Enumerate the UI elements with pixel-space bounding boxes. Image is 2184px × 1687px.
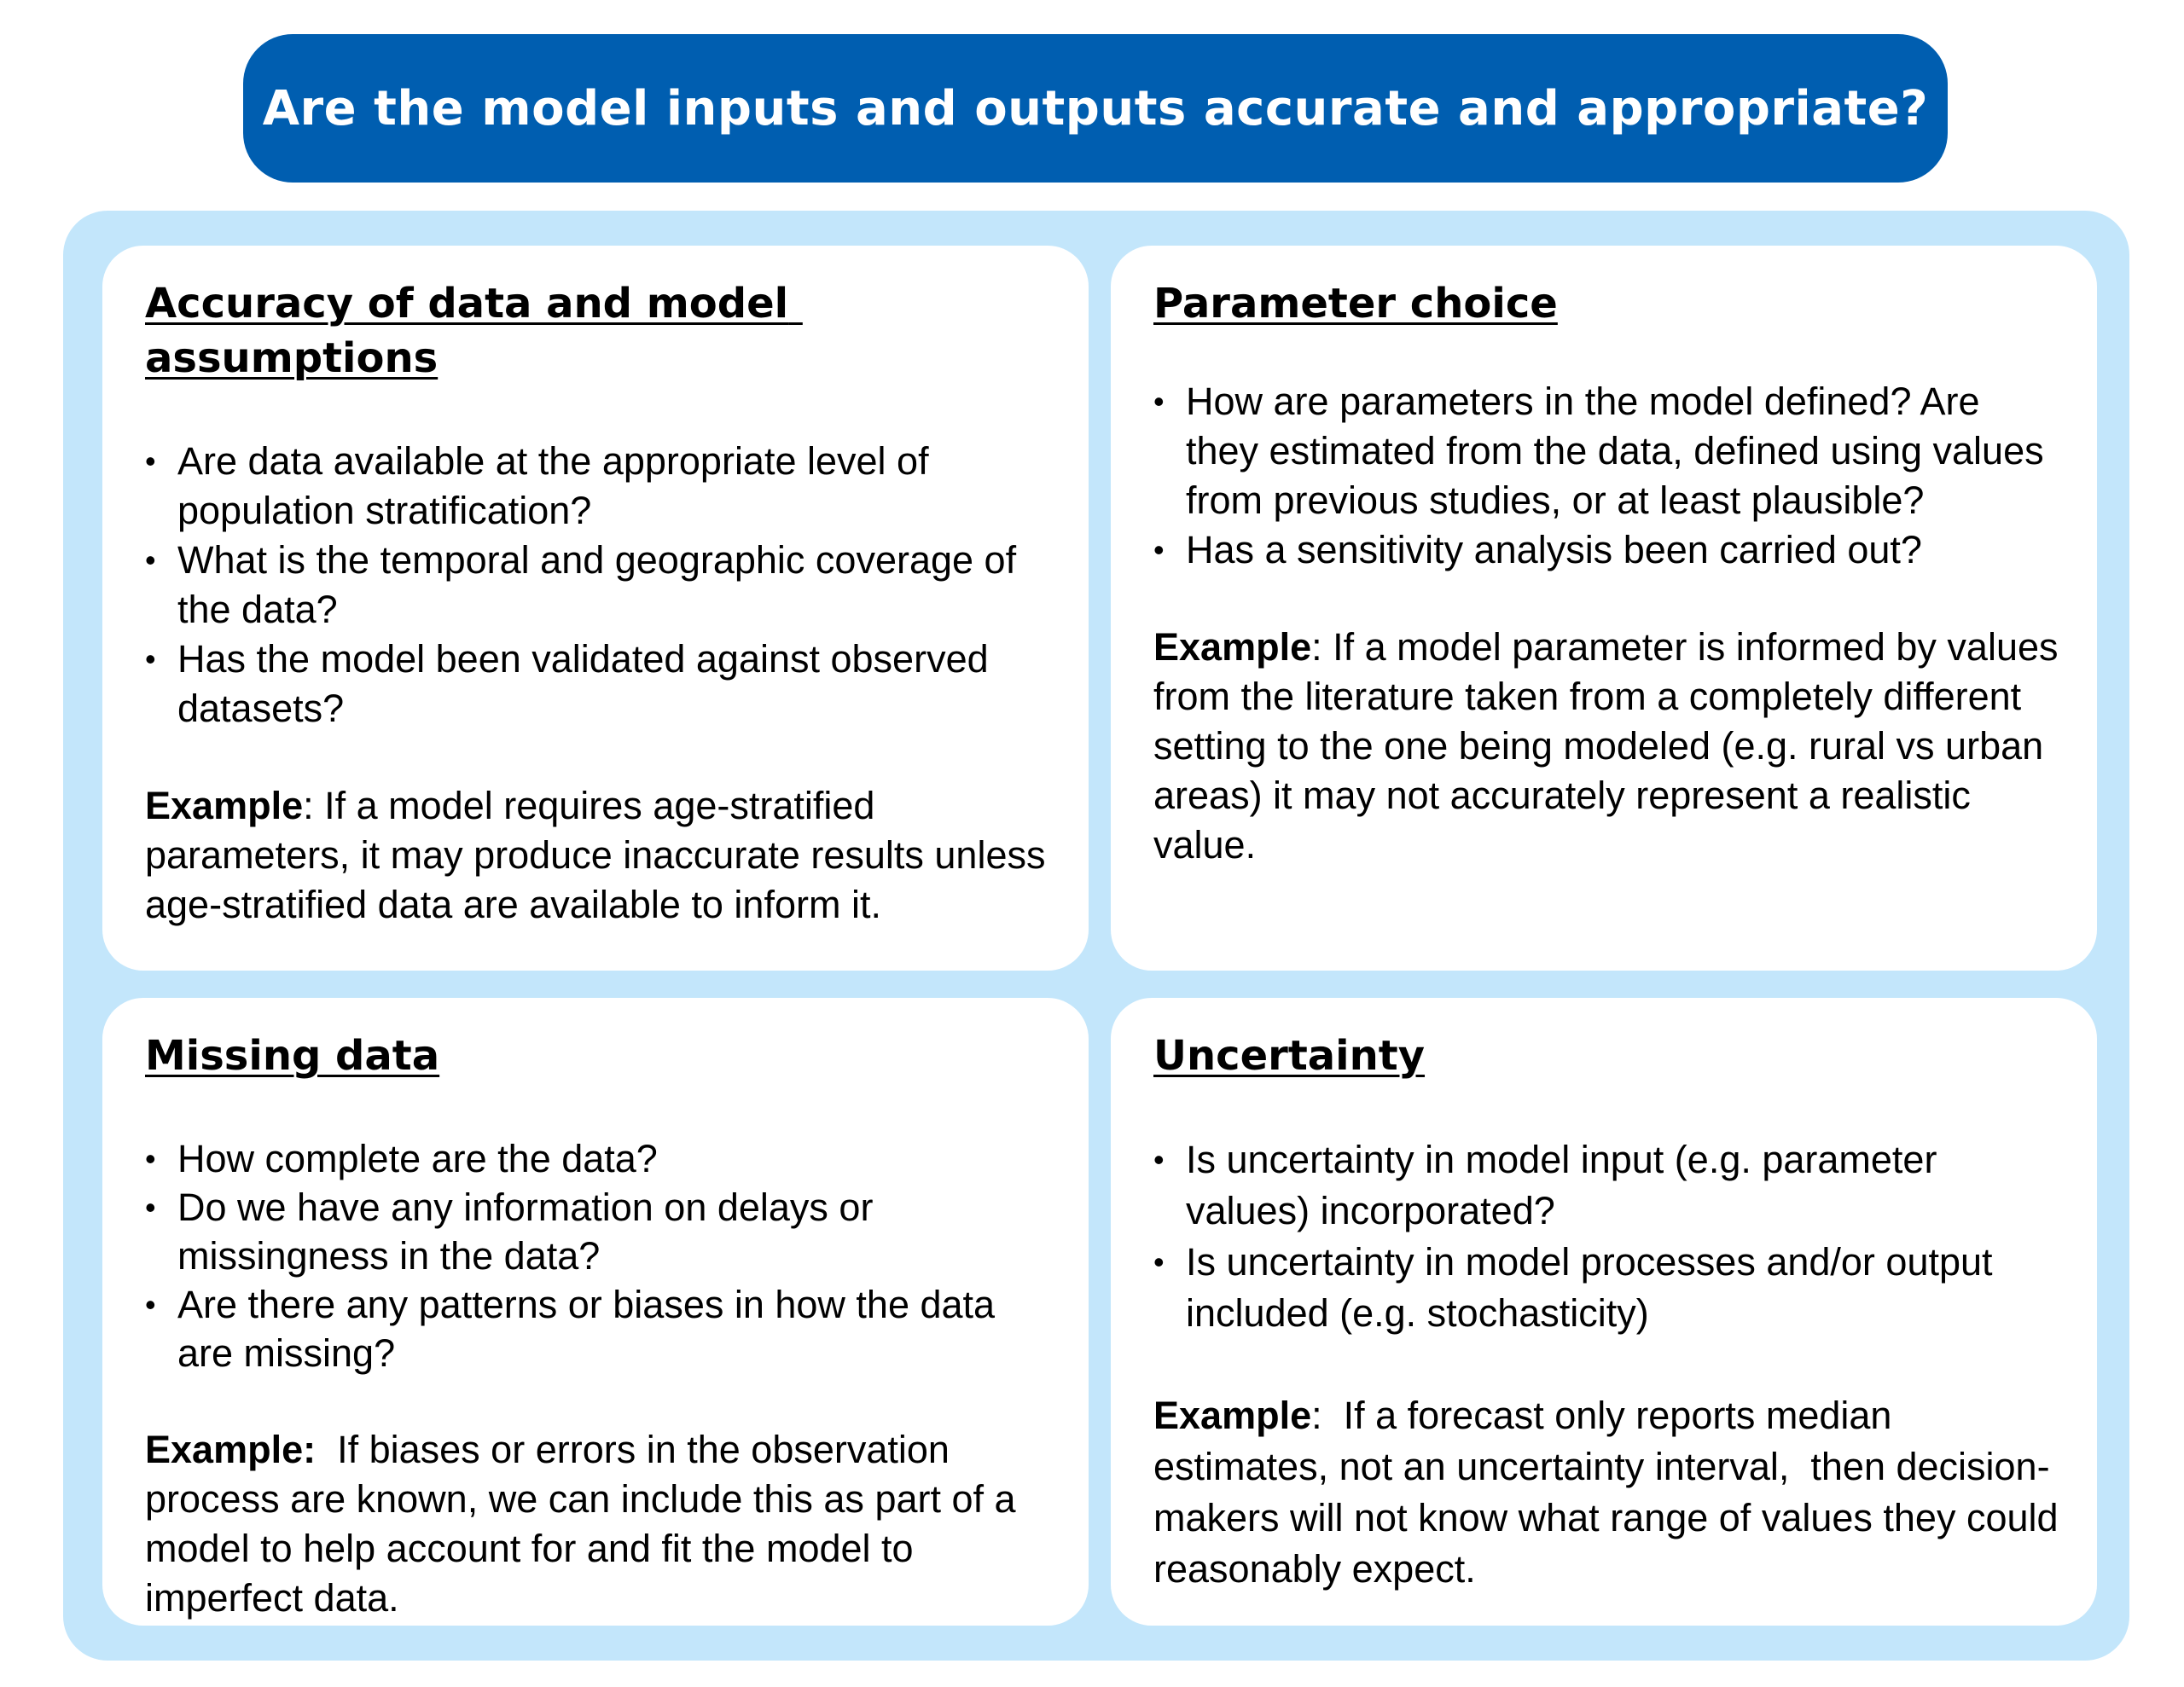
list-item: • How are parameters in the model defined? Are they estimated from the data, defined using values from previous studies, or at least plausible? xyxy=(1153,377,2063,525)
example-text: If biases or errors in the observation process are known, we can include this as part of a model to help account for and fit the model to imperfect data. xyxy=(145,1428,1027,1620)
list-item: • How complete are the data? xyxy=(145,1134,1054,1183)
page-title: Are the model inputs and outputs accurate and appropriate? xyxy=(262,80,1929,136)
example-paragraph xyxy=(1153,623,2063,870)
example-paragraph xyxy=(145,781,1054,930)
list-item: • Are data available at the appropriate level of population stratification? xyxy=(145,437,1054,536)
example-text: : If a model requires age-stratified parameters, it may produce inaccurate results unless age-stratified data are available to inform it. xyxy=(145,784,1046,926)
card-heading: Accuracy of data and model assumptions xyxy=(145,280,803,382)
card-uncertainty xyxy=(1111,998,2097,1626)
example-label: Example xyxy=(1153,1394,1312,1437)
card-heading: Parameter choice xyxy=(1153,280,1558,328)
bullet-list xyxy=(1153,377,2063,575)
list-item: • Is uncertainty in model input (e.g. parameter values) incorporated? xyxy=(1153,1134,2063,1237)
title-banner xyxy=(243,34,1948,183)
bullet-list xyxy=(145,437,1054,733)
example-text: : If a model parameter is informed by values from the literature taken from a completely different setting to the one being modeled (e.g. rural vs urban areas) it may not accurately represent a realistic value. xyxy=(1153,625,2059,867)
list-item: • What is the temporal and geographic coverage of the data? xyxy=(145,536,1054,635)
list-item: • Are there any patterns or biases in how the data are missing? xyxy=(145,1280,1054,1377)
card-heading: Uncertainty xyxy=(1153,1032,1426,1080)
example-text: : If a forecast only reports median estimates, not an uncertainty interval, then decision-makers will not know what range of values they could reasonably expect. xyxy=(1153,1394,2070,1591)
bullet-list xyxy=(145,1134,1054,1377)
card-missing-data xyxy=(102,998,1089,1626)
bullet-list xyxy=(1153,1134,2063,1339)
card-heading: Missing data xyxy=(145,1032,440,1080)
list-item: • Is uncertainty in model processes and/or output included (e.g. stochasticity) xyxy=(1153,1237,2063,1339)
list-item: • Do we have any information on delays or missingness in the data? xyxy=(145,1183,1054,1280)
example-label: Example xyxy=(1153,625,1312,669)
card-accuracy xyxy=(102,246,1089,971)
list-item: • Has the model been validated against observed datasets? xyxy=(145,635,1054,733)
example-paragraph xyxy=(145,1425,1054,1623)
example-label: Example: xyxy=(145,1428,317,1471)
list-item: • Has a sensitivity analysis been carried out? xyxy=(1153,525,2063,575)
card-parameter-choice xyxy=(1111,246,2097,971)
example-paragraph xyxy=(1153,1390,2070,1595)
example-label: Example xyxy=(145,784,304,827)
